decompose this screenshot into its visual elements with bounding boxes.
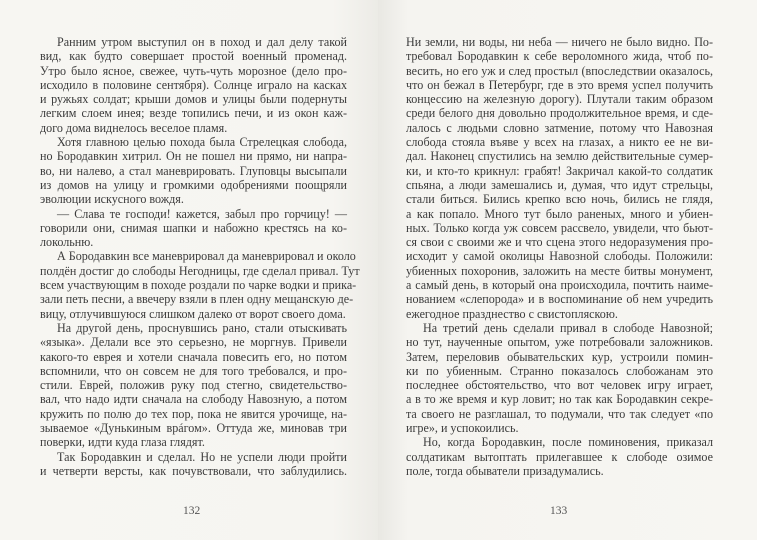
text-line: полдён достиг до слободы Негодницы, где сделал привал. Тут [40,263,360,278]
text-line: стали биться. Бились крепко всю ночь, бились не глядя, [406,192,713,207]
text-line: весить, но его уж и след простыл (впоследствии оказалось, [406,63,713,78]
paragraph [406,435,713,478]
text-line: всем участвующим в походе роздали по чарке водки и прика- [40,278,357,293]
text-line: дого дома виднелось веселое пламя. [40,120,228,135]
text-line: ежегодное празднество с свистопляскою. [406,306,618,321]
text-line: и четверти версты, как почувствовали, что заблудились. [40,463,347,478]
text-line: Утро было ясное, свежее, чуть-чуть морозное (дело про- [40,63,347,78]
text-line: — Слава те господи! кажется, забыл про горчицу! — [57,206,347,221]
text-line: убиенных похоронив, заложить на месте битвы монумент, [406,263,713,278]
text-line: говорили они, снимая шапки и набожно крестясь на ко- [40,220,347,235]
text-line: но Бородавкин хитрил. Он не пошел ни прямо, ни напра- [40,149,347,164]
text-line: спьяна, а люди замешались и, думая, что идут стрельцы, [406,177,713,192]
text-line: легким слоем инея; везде топились печи, и из окон каж- [40,106,347,121]
text-line: та своего не разглашал, то подумали, что так следует «по [406,406,713,421]
text-line: вид, как будто совершает простой военный променад. [40,49,347,64]
text-line: Хотя главною целью похода была Стрелецкая слобода, [57,135,347,150]
text-line: и ружьях солдат; крыши домов и улицы были подернуты [40,92,347,107]
text-line: локольню. [40,235,94,250]
text-line: Ранним утром выступил он в поход и дал делу такой [57,35,347,49]
text-line: Затем, переловив обывательских кур, устроили помин- [406,349,713,364]
text-line: из домов на улицу и громкими одобрениями поощряли [40,177,347,192]
right-page [378,0,757,540]
paragraph [406,35,713,321]
text-line: а в то же время и кур ловит; но так как Бородавкин секре- [406,392,713,407]
text-line: исходило в половине сентября). Солнце играло на касках [40,77,347,92]
text-line: «языка». Делали все это серьезно, не моргнув. Привели [40,335,347,350]
paragraph [40,135,347,206]
text-line: вицу, отлучившуюся слишком далеко от ворот своего дома. [40,306,346,321]
text-line: Так Бородавкин и сделал. Но не успели люди пройти [57,449,347,464]
text-line: ных. Только когда уж совсем рассвело, увидели, что бьют- [406,220,713,235]
paragraph [40,450,347,479]
text-line: во, ни налево, а стал маневрировать. Глуповцы высыпали [40,163,347,178]
text-line: дал. Наконец спустились на землю действительные сумер- [406,149,713,164]
paragraph [40,249,360,321]
text-line: последнее обстоятельство, что вот человек игру играет, [406,378,713,393]
paragraph [406,321,713,435]
left-page [0,0,378,540]
text-line: игре», и успокоились. [406,421,519,436]
text-line: ки по убиенным. Странно показалось слобожанам это [406,363,713,378]
text-line: А Бородавкин все маневрировал да маневрировал и около [57,249,356,264]
text-line: среди белого дня довольно продолжительное время, и сде- [406,106,713,121]
text-line: Ни земли, ни воды, ни неба — ничего не было видно. По- [406,35,713,49]
text-line: На другой день, проснувшись рано, стали отыскивать [57,320,347,335]
page-text [40,35,360,478]
text-line: ки, и кто-то крикнул: грабят! Закричал какой-то солдатик [406,163,713,178]
text-line: слобода стояла въяве у всех на глазах, а никто ее не ви- [406,135,713,150]
page-text [406,35,713,478]
text-line: зали петь песни, а ввечеру взяли в плен одну мещанскую де- [40,292,354,307]
text-line: кружить по полю до тех пор, пока не явится урочище, на- [40,406,347,421]
paragraph [40,207,347,250]
paragraph [40,321,347,450]
text-line: лалось с людьми словно затмение, потому что Навозная [406,120,713,135]
text-line: солдатикам вытоптать прилегавшее к слободе озимое [406,449,713,464]
text-line: вал, что надо идти сначала на слободу Навозную, а потом [40,392,347,407]
text-line: эволюции искусного вождя. [40,192,184,207]
text-line: какого-то еврея и хотели сначала повесить его, но потом [40,349,347,364]
text-line: что он бежал в Петербург, где в это время успел получить [406,77,713,92]
text-line: концессию на железную дорогу). Плутали таким образом [406,92,713,107]
text-line: поверки, идти куда глаза глядят. [40,435,205,450]
text-line: а самый день, в который она происходила, почтить наиме- [406,278,713,293]
paragraph [40,35,347,135]
text-line: Но, когда Бородавкин, после поминовения, приказал [423,435,713,450]
text-line: ся свои с своими же и что сцена этого недоразумения про- [406,235,713,250]
page-number: 132 [183,505,201,517]
text-line: вспомнили, что он совсем не для того требовался, и про- [40,363,347,378]
text-line: стили. Еврей, положив руку под стегно, свидетельство- [40,378,347,393]
page-number: 133 [550,505,568,517]
text-line: зываемое «Дунькиным врáгом». Оттуда же, миновав три [40,421,347,436]
text-line: а как попало. Много тут было раненых, много и убиен- [406,206,713,221]
text-line: На третий день сделали привал в слободе Навозной; [423,320,713,335]
text-line: но тут, наученные опытом, уже потребовали заложников. [406,335,713,350]
text-line: поле, тогда обыватели призадумались. [406,463,604,478]
text-line: исходит у самой околицы Навозной слободы. Положили: [406,249,713,264]
text-line: требовал Бородавкин к себе вероломного жида, чтоб по- [406,49,713,64]
text-line: нованием «слепорода» и в воспоминание об нем учредить [406,292,713,307]
